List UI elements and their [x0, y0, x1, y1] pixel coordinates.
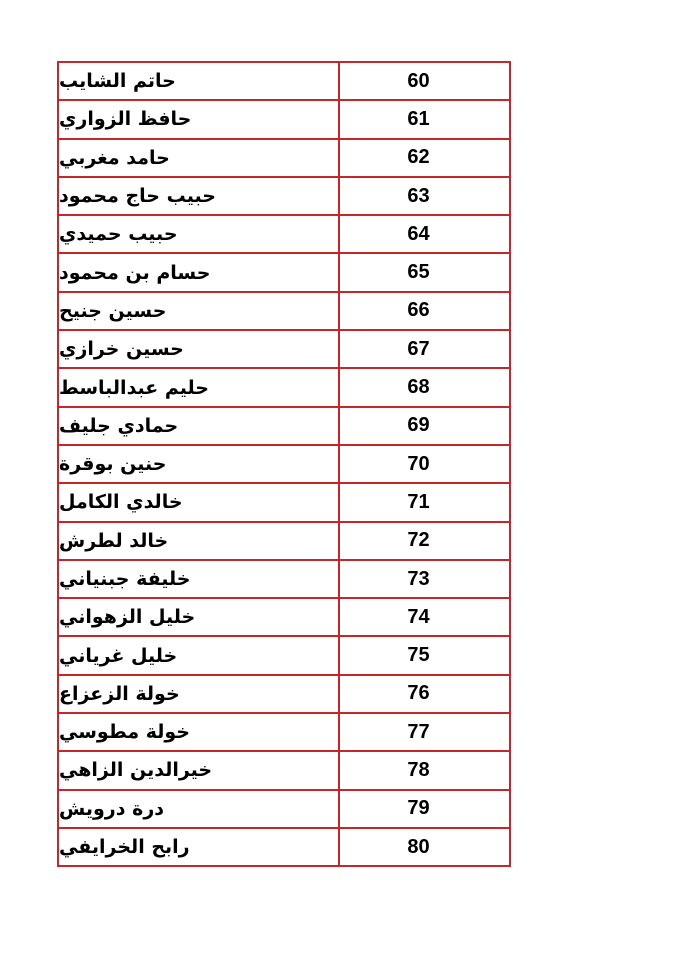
number-cell: 65 — [407, 261, 430, 284]
name-cell: حسين خرازي — [59, 331, 340, 367]
number-cell: 64 — [407, 222, 430, 245]
names-table — [57, 61, 511, 867]
name-cell: خيرالدين الزاهي — [59, 752, 340, 788]
table-row — [59, 216, 509, 254]
table-row — [59, 791, 509, 829]
name-cell: خالدي الكامل — [59, 484, 340, 520]
table-row — [59, 599, 509, 637]
name-cell: رابح الخرايفي — [59, 829, 340, 865]
table-row — [59, 408, 509, 446]
table-row — [59, 714, 509, 752]
name-cell: حنين بوقرة — [59, 446, 340, 482]
name-cell: خولة الزعزاع — [59, 676, 340, 712]
table-row — [59, 676, 509, 714]
name-cell: خليل غرياني — [59, 637, 340, 673]
table-row — [59, 829, 509, 867]
name-cell: حسام بن محمود — [59, 254, 340, 290]
number-cell: 66 — [407, 299, 430, 322]
name-cell: حبيب حاج محمود — [59, 178, 340, 214]
table-row — [59, 561, 509, 599]
table-row — [59, 369, 509, 407]
number-cell: 73 — [407, 567, 430, 590]
number-cell: 77 — [407, 720, 430, 743]
number-cell: 71 — [407, 490, 430, 513]
number-cell: 76 — [407, 682, 430, 705]
table-row — [59, 523, 509, 561]
number-cell: 72 — [407, 529, 430, 552]
number-cell: 74 — [407, 605, 430, 628]
number-cell: 78 — [407, 758, 430, 781]
name-cell: خليل الزهواني — [59, 599, 340, 635]
number-cell: 68 — [407, 376, 430, 399]
table-row — [59, 101, 509, 139]
number-cell: 80 — [407, 835, 430, 858]
number-cell: 75 — [407, 644, 430, 667]
name-cell: حمادي جليف — [59, 408, 340, 444]
name-cell: حليم عبدالباسط — [59, 369, 340, 405]
table-row — [59, 484, 509, 522]
name-cell: خليفة جبنياني — [59, 561, 340, 597]
number-cell: 61 — [407, 107, 430, 130]
name-cell: حافظ الزواري — [59, 101, 340, 137]
name-cell: حاتم الشايب — [59, 63, 340, 99]
number-cell: 79 — [407, 797, 430, 820]
name-cell: درة درويش — [59, 791, 340, 827]
number-cell: 62 — [407, 146, 430, 169]
table-row — [59, 637, 509, 675]
table-row — [59, 331, 509, 369]
table-row — [59, 293, 509, 331]
table-row — [59, 178, 509, 216]
name-cell: حامد مغربي — [59, 140, 340, 176]
table-row — [59, 446, 509, 484]
table-row — [59, 254, 509, 292]
number-cell: 69 — [407, 414, 430, 437]
name-cell: حسين جنيح — [59, 293, 340, 329]
name-cell: خولة مطوسي — [59, 714, 340, 750]
name-cell: حبيب حميدي — [59, 216, 340, 252]
number-cell: 70 — [407, 452, 430, 475]
name-cell: خالد لطرش — [59, 523, 340, 559]
table-row — [59, 140, 509, 178]
number-cell: 63 — [407, 184, 430, 207]
table-row — [59, 63, 509, 101]
number-cell: 67 — [407, 337, 430, 360]
table-row — [59, 752, 509, 790]
number-cell: 60 — [407, 69, 430, 92]
